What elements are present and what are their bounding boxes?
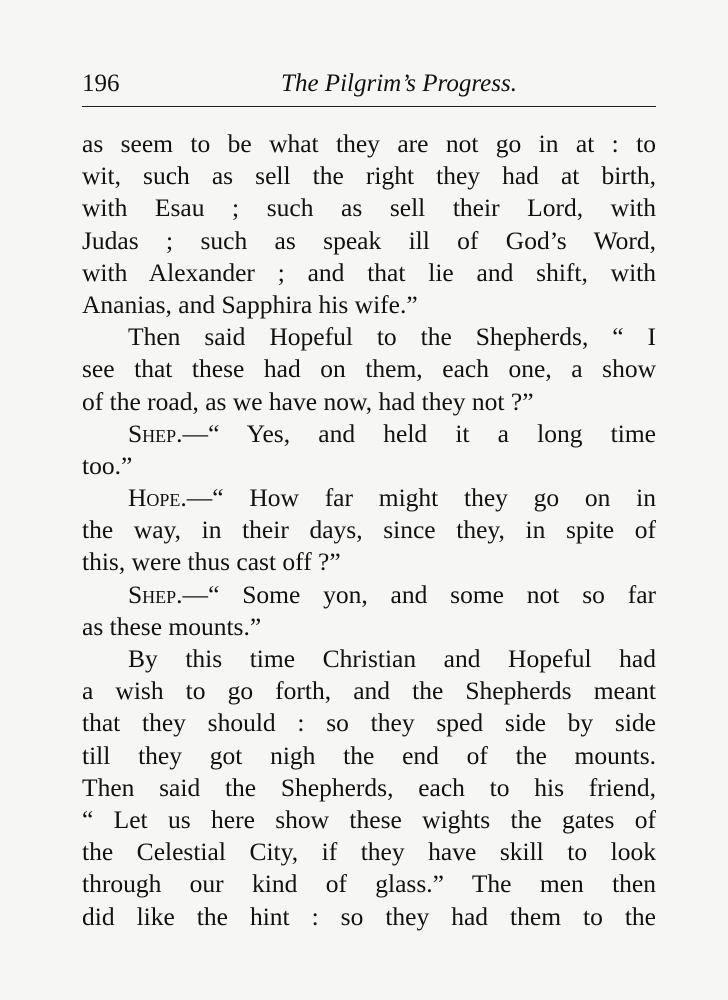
text-line: as these mounts.” (82, 611, 262, 641)
speaker-label: Shep.— (128, 579, 209, 609)
dialogue-text: “ How far might they go on in (212, 483, 656, 513)
running-title: The Pilgrim’s Progress. (281, 70, 517, 97)
text-line: too.” (82, 450, 133, 480)
text-line: wit, such as sell the right they had at birth, (82, 161, 656, 191)
dialogue-line-shep (82, 579, 656, 611)
text-line: as seem to be what they are not go in at : to (82, 129, 656, 158)
text-line: Then said Hopeful to the Shepherds, “ I (128, 322, 656, 352)
text-line: Then said the Shepherds, each to his friend, (82, 772, 656, 802)
dialogue-line-hope (82, 482, 656, 514)
text-line: see that these had on them, each one, a show (82, 354, 656, 384)
text-line: a wish to go forth, and the Shepherds meant (82, 676, 656, 706)
text-line: Ananias, and Sapphira his wife.” (82, 289, 418, 319)
text-line: this, were thus cast off ?” (82, 547, 341, 577)
text-line: of the road, as we have now, had they not ?” (82, 386, 534, 416)
text-line: the Celestial City, if they have skill to look (82, 837, 656, 867)
dialogue-line-shep (82, 418, 656, 450)
text-line: the way, in their days, since they, in spite of (82, 515, 656, 545)
text-line: till they got nigh the end of the mounts. (82, 740, 656, 770)
text-line: that they should : so they sped side by side (82, 708, 656, 738)
body-text (82, 128, 656, 933)
text-line: By this time Christian and Hopeful had (128, 644, 656, 673)
dialogue-text: “ Some yon, and some not so far (208, 579, 656, 609)
dialogue-text: “ Yes, and held it a long time (208, 418, 656, 448)
header-rule (82, 106, 656, 107)
text-line: with Alexander ; and that lie and shift, with (82, 257, 656, 287)
speaker-label: Shep.— (128, 418, 209, 448)
text-line: did like the hint : so they had them to the (82, 901, 656, 931)
page-number: 196 (82, 70, 120, 97)
text-line: through our kind of glass.” The men then (82, 869, 656, 899)
text-line: “ Let us here show these wights the gates of (82, 804, 656, 834)
text-line: with Esau ; such as sell their Lord, with (82, 193, 656, 223)
text-line: Judas ; such as speak ill of God’s Word, (82, 225, 656, 255)
page-header (82, 66, 656, 106)
speaker-label: Hope.— (128, 483, 213, 513)
